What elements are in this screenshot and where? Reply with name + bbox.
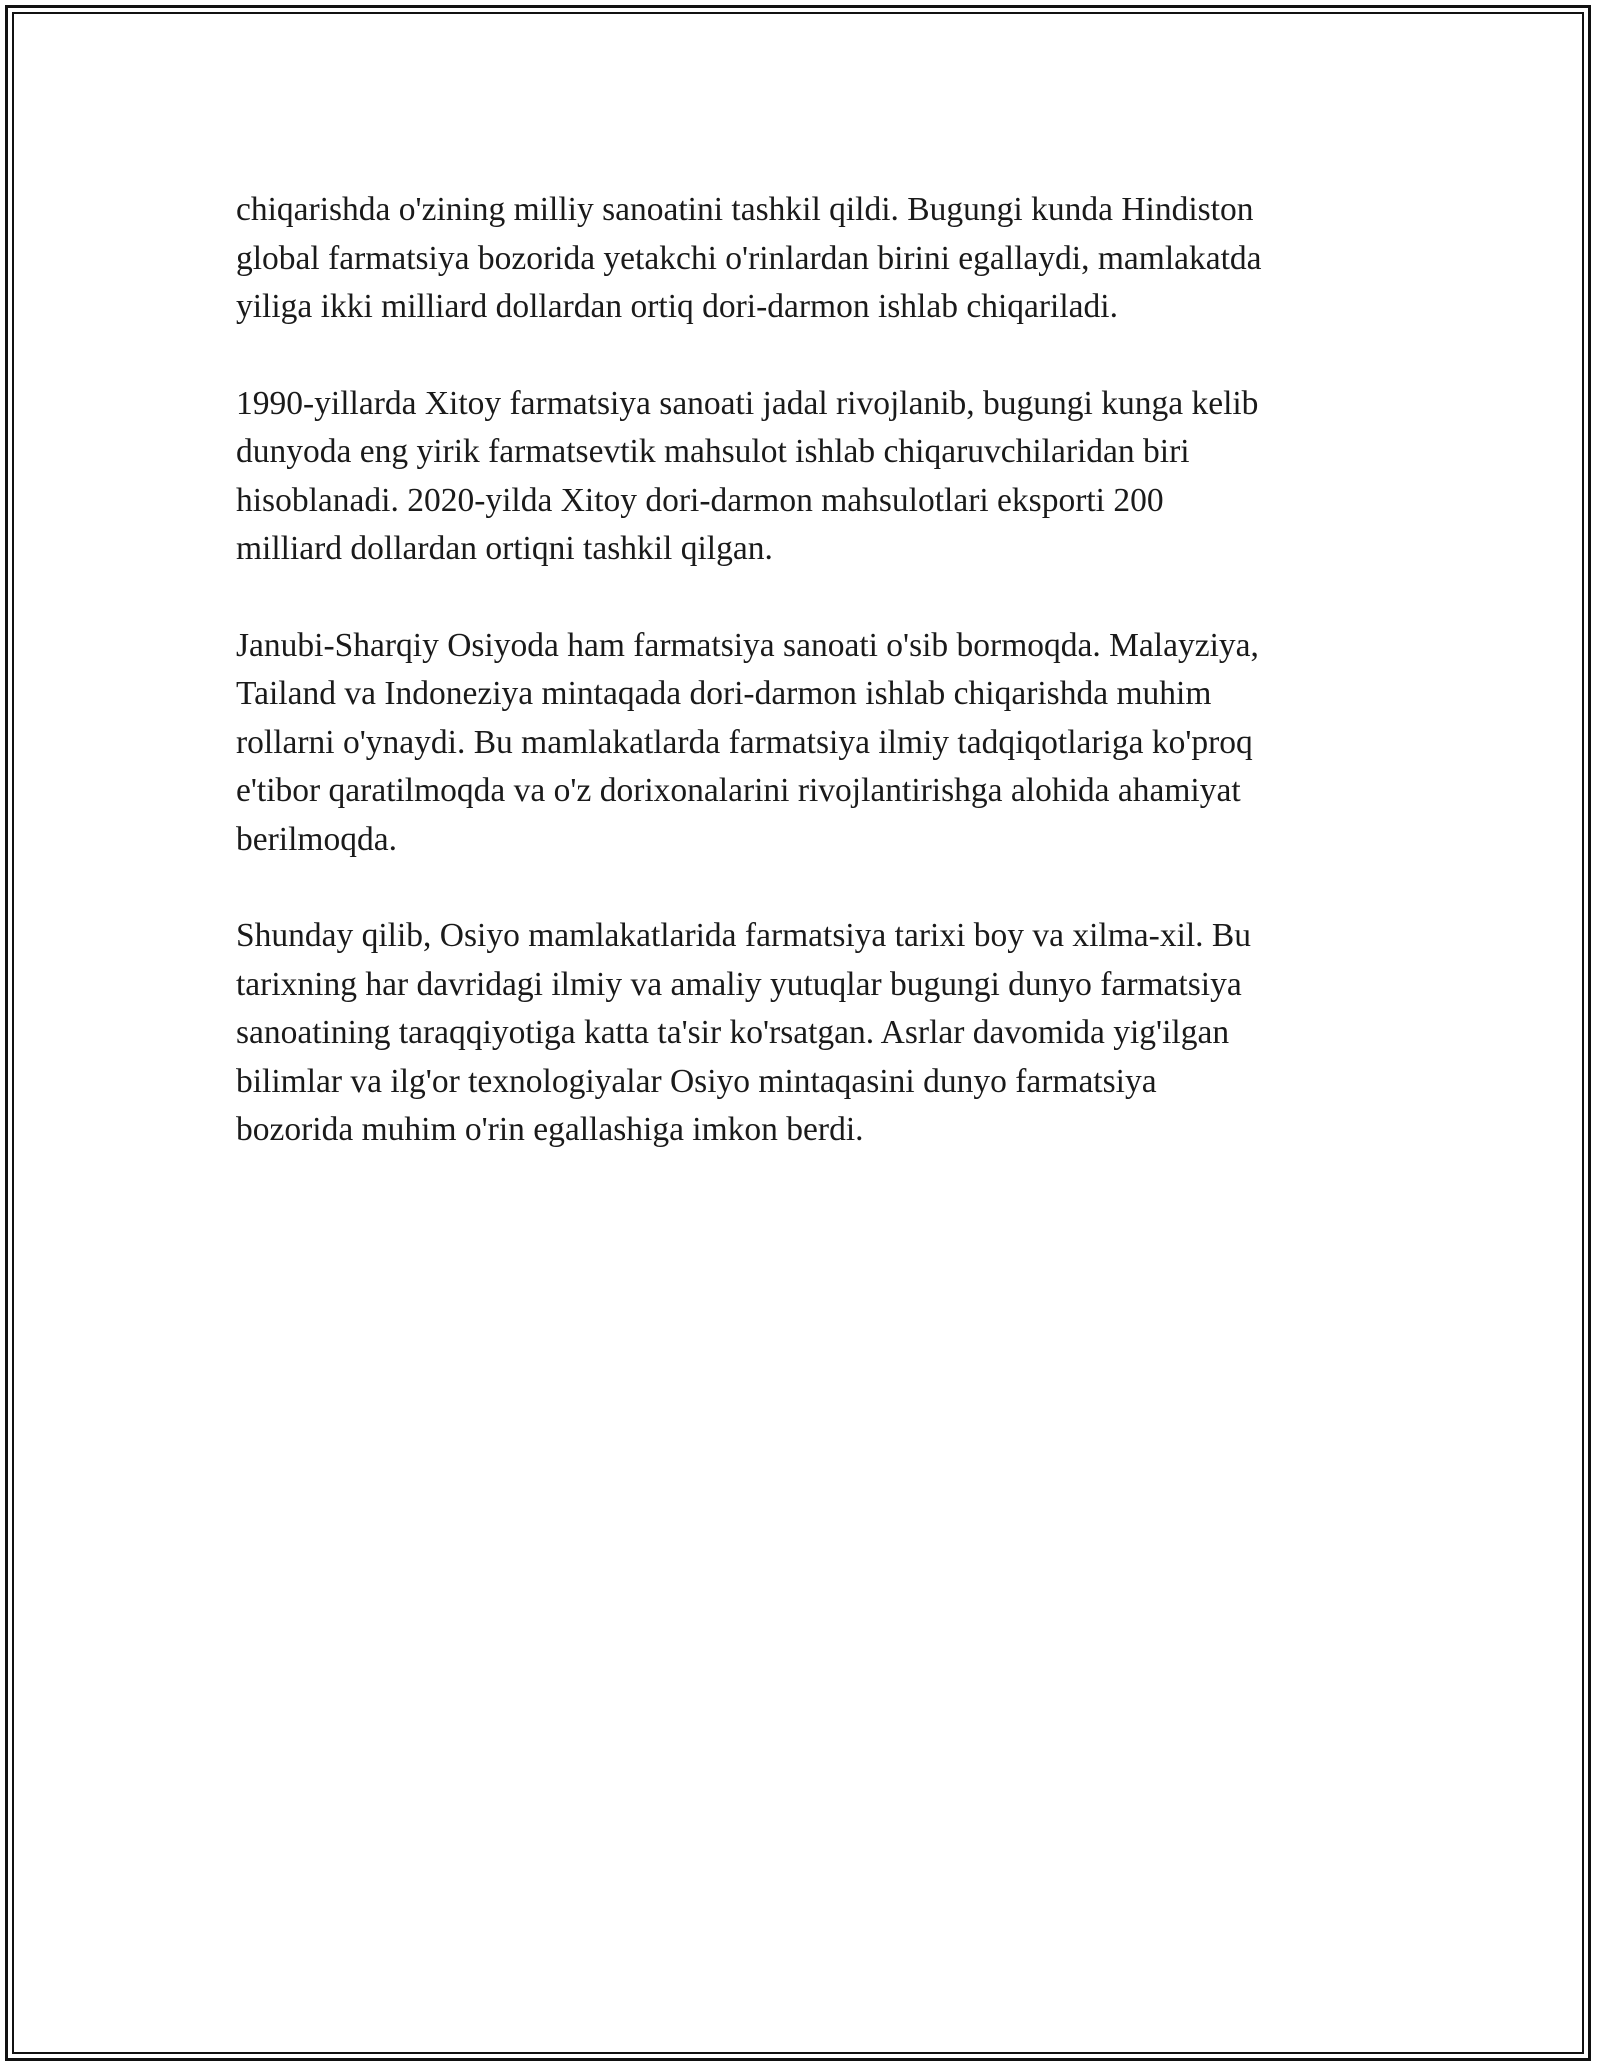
text-line: e'tibor qaratilmoqda va o'z dorixonalarini rivojlantirishga alohida ahamiyat <box>236 772 1241 809</box>
paragraph-conclusion <box>236 912 1386 1155</box>
text-line: sanoatining taraqqiyotiga katta ta'sir ko'rsatgan. Asrlar davomida yig'ilgan <box>236 1014 1230 1051</box>
paragraph-southeast-asia <box>236 622 1386 865</box>
text-line: Janubi-Sharqiy Osiyoda ham farmatsiya sanoati o'sib bormoqda. Malayziya, <box>236 626 1259 664</box>
text-line: berilmoqda. <box>236 820 397 858</box>
paragraph-india-industry <box>236 186 1386 332</box>
text-line: Shunday qilib, Osiyo mamlakatlarida farmatsiya tarixi boy va xilma-xil. Bu <box>236 917 1252 954</box>
paragraph-china-industry <box>236 380 1386 574</box>
text-line: bilimlar va ilg'or texnologiyalar Osiyo mintaqasini dunyo farmatsiya <box>236 1062 1157 1100</box>
text-line: tarixning har davridagi ilmiy va amaliy yutuqlar bugungi dunyo farmatsiya <box>236 965 1242 1003</box>
text-line: rollarni o'ynaydi. Bu mamlakatlarda farmatsiya ilmiy tadqiqotlariga ko'proq <box>236 723 1253 761</box>
text-line: chiqarishda o'zining milliy sanoatini tashkil qildi. Bugungi kunda Hindiston <box>236 191 1254 228</box>
text-line: Tailand va Indoneziya mintaqada dori-darmon ishlab chiqarishda muhim <box>236 675 1212 712</box>
text-line: milliard dollardan ortiqni tashkil qilgan. <box>236 530 773 567</box>
text-line: bozorida muhim o'rin egallashiga imkon berdi. <box>236 1111 864 1148</box>
document-body <box>236 186 1386 1203</box>
text-line: yiliga ikki milliard dollardan ortiq dori-darmon ishlab chiqariladi. <box>236 288 1118 325</box>
text-line: global farmatsiya bozorida yetakchi o'rinlardan birini egallaydi, mamlakatda <box>236 239 1262 277</box>
text-line: hisoblanadi. 2020-yilda Xitoy dori-darmon mahsulotlari eksporti 200 <box>236 481 1164 519</box>
text-line: 1990-yillarda Xitoy farmatsiya sanoati jadal rivojlanib, bugungi kunga kelib <box>236 384 1259 422</box>
text-line: dunyoda eng yirik farmatsevtik mahsulot ishlab chiqaruvchilaridan biri <box>236 433 1190 470</box>
